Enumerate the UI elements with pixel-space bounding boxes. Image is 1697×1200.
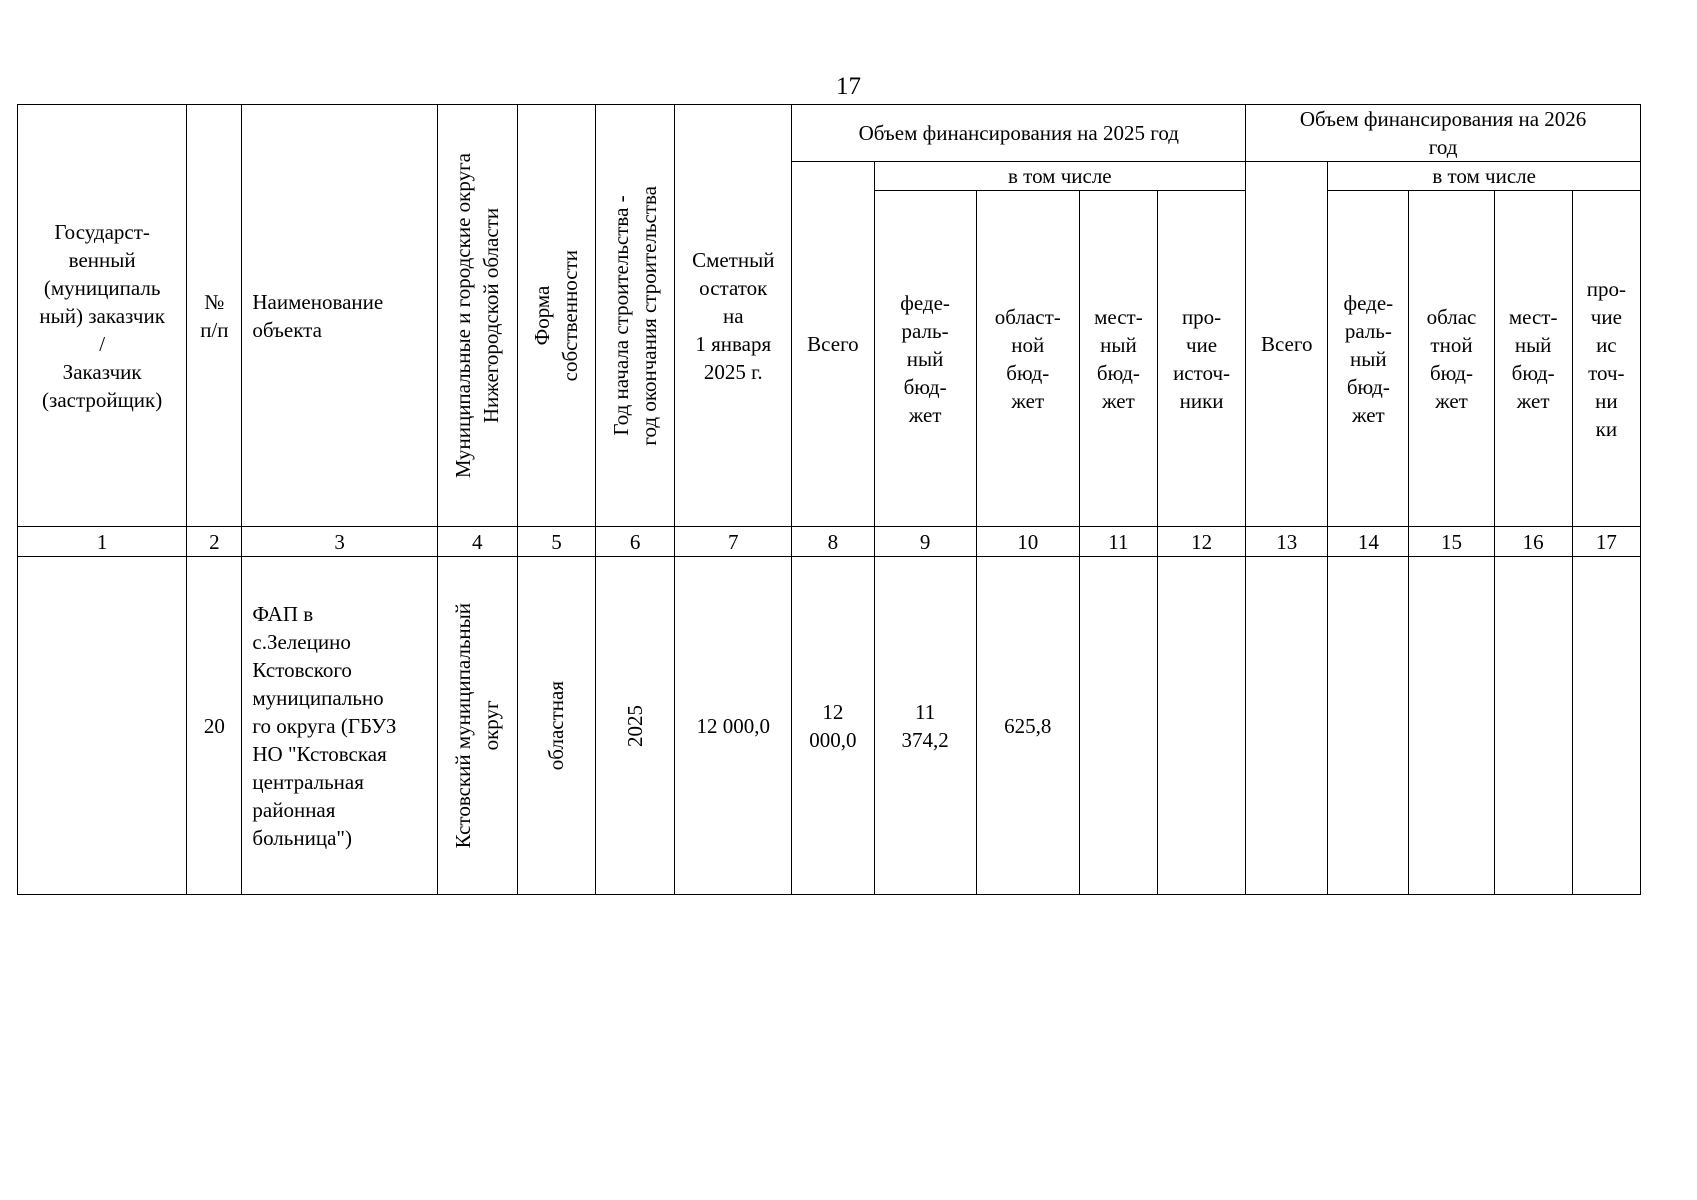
header-districts: Муниципальные и городские округа Нижегородской области — [451, 152, 504, 479]
header-ownership-cell — [517, 105, 595, 527]
page-number: 17 — [836, 73, 861, 100]
header-total-2025: Всего — [792, 162, 874, 527]
column-number: 2 — [187, 527, 242, 557]
financing-table — [17, 104, 1641, 895]
header-ownership: Форма собственности — [530, 249, 583, 382]
header-federal-2026: феде- раль- ный бюд- жет — [1328, 191, 1409, 527]
cell-total-2026 — [1246, 557, 1328, 895]
column-number: 1 — [18, 527, 187, 557]
cell-years-cell — [596, 557, 675, 895]
header-customer: Государст- венный (муниципаль ный) заказчик / Заказчик (застройщик) — [18, 105, 187, 527]
cell-ownership: областная — [544, 680, 569, 771]
header-row-number: № п/п — [187, 105, 242, 527]
header-local-2026: мест- ный бюд- жет — [1494, 191, 1572, 527]
cell-object-name: ФАП в с.Зелецино Кстовского муниципально го округа (ГБУЗ НО "Кстовская центральная районная больница") — [242, 557, 437, 895]
cell-local-2025 — [1079, 557, 1157, 895]
cell-federal-2026 — [1328, 557, 1409, 895]
column-number: 14 — [1328, 527, 1409, 557]
cell-other-2026 — [1572, 557, 1640, 895]
column-number: 11 — [1079, 527, 1157, 557]
header-years: Год начала строительства - год окончания строительства — [609, 185, 662, 446]
cell-federal-2025: 11 374,2 — [874, 557, 976, 895]
column-number: 4 — [437, 527, 517, 557]
header-other-2026: про- чие ис точ- ни ки — [1572, 191, 1640, 527]
header-object-name: Наименование объекта — [242, 105, 437, 527]
header-districts-cell — [437, 105, 517, 527]
cell-district: Кстовский муниципальный округ — [451, 602, 504, 849]
column-number: 7 — [675, 527, 792, 557]
column-number: 16 — [1494, 527, 1572, 557]
cell-customer — [18, 557, 187, 895]
header-including-2025: в том числе — [874, 162, 1246, 191]
cell-district-cell — [437, 557, 517, 895]
cell-row-number: 20 — [187, 557, 242, 895]
column-number: 12 — [1157, 527, 1245, 557]
column-number: 5 — [517, 527, 595, 557]
header-other-2025: про- чие источ- ники — [1157, 191, 1245, 527]
cell-total-2025: 12 000,0 — [792, 557, 874, 895]
cell-other-2025 — [1157, 557, 1245, 895]
column-number: 13 — [1246, 527, 1328, 557]
cell-regional-2025: 625,8 — [976, 557, 1079, 895]
column-number: 8 — [792, 527, 874, 557]
column-number: 15 — [1409, 527, 1494, 557]
column-number: 10 — [976, 527, 1079, 557]
cell-local-2026 — [1494, 557, 1572, 895]
cell-regional-2026 — [1409, 557, 1494, 895]
cell-ownership-cell — [517, 557, 595, 895]
header-regional-2025: област- ной бюд- жет — [976, 191, 1079, 527]
header-financing-2025: Объем финансирования на 2025 год — [792, 105, 1246, 162]
cell-years: 2025 — [623, 704, 648, 747]
column-number: 9 — [874, 527, 976, 557]
cell-estimate-balance: 12 000,0 — [675, 557, 792, 895]
header-regional-2026: облас тной бюд- жет — [1409, 191, 1494, 527]
column-number: 6 — [596, 527, 675, 557]
header-including-2026: в том числе — [1328, 162, 1641, 191]
column-number: 3 — [242, 527, 437, 557]
header-local-2025: мест- ный бюд- жет — [1079, 191, 1157, 527]
header-financing-2026: Объем финансирования на 2026 год — [1246, 105, 1641, 162]
header-total-2026: Всего — [1246, 162, 1328, 527]
column-number: 17 — [1572, 527, 1640, 557]
header-federal-2025: феде- раль- ный бюд- жет — [874, 191, 976, 527]
header-estimate-balance: Сметный остаток на 1 января 2025 г. — [675, 105, 792, 527]
table-row — [18, 557, 1641, 895]
header-years-cell — [596, 105, 675, 527]
